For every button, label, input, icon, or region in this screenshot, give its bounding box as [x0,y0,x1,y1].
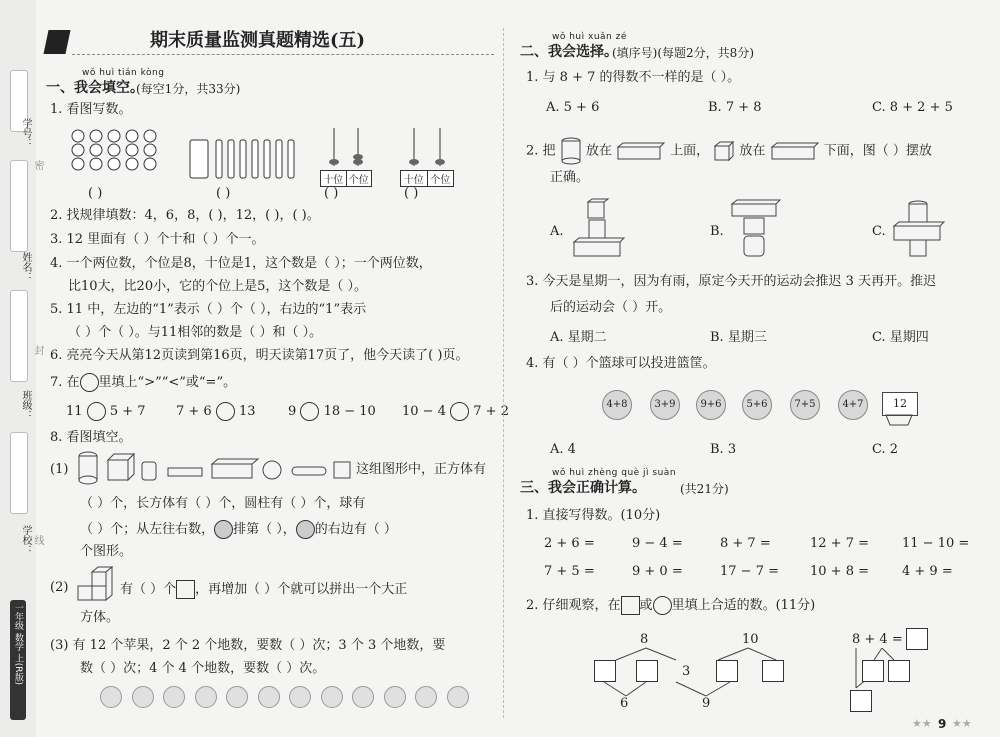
binding-margin [0,0,43,737]
q7-3-left: 9 [288,404,297,419]
school-box[interactable] [10,432,28,514]
book-tag-text: 一年级 数学 上(R版) [13,603,23,685]
stack-a-icon [572,198,628,260]
tree-bot-2: 9 [702,696,711,711]
q8-2-b: ，再增加（ ）个就可以拼出一个大正 [195,582,408,597]
apple-icon [289,686,311,708]
eq-answer-box[interactable] [906,628,928,650]
calc-2-4[interactable]: 10 + 8 = [810,564,869,579]
apple-icon [132,686,154,708]
q5-line1: 5. 11 中，左边的“1”表示（ ）个（ ），右边的“1”表示 [50,302,367,317]
c1-text: 1. 直接写得数。(10分) [526,508,661,523]
column-divider [503,28,504,718]
q7-prefix: 7. 在 [50,375,80,390]
q7-item-2 [176,402,256,421]
abacus-1-labels [320,170,372,187]
tens-label-2: 十位 [401,171,428,186]
q2-text: 2. 找规律填数：4，6，8，( )，12，( )，( )。 [50,208,320,223]
ones-label: 个位 [348,175,369,186]
q4-line2: 比10大，比20小，它的个位上是5，这个数是（ ）。 [68,279,367,294]
r-q1-text: 1. 与 8 + 7 的得数不一样的是（ ）。 [526,70,741,85]
c2-a: 2. 仔细观察，在 [526,598,621,613]
seal-mark-2: 封 [32,345,43,355]
q7-1-right: 5 + 7 [109,404,146,419]
cuboid-icon [616,141,666,161]
eq-text: 8 + 4 = [852,632,903,647]
apple-icon [100,686,122,708]
r-q2-a: 2. 把 [526,143,556,159]
basketball-4: 5+6 [742,390,772,420]
compare-circle-1[interactable] [87,402,106,421]
q7-2-left: 7 + 6 [176,404,212,419]
q7-4-right: 7 + 2 [473,404,509,419]
q7-3-right: 18 − 10 [323,404,376,419]
q1-blank-4[interactable]: ( ) [404,186,419,201]
apple-icon [258,686,280,708]
q8-1-line4: 个图形。 [80,544,133,559]
r-q3-opt-a[interactable]: A. 星期二 [550,330,607,345]
q8-1-label: (1) [50,462,69,477]
sticks-bundle [188,138,298,180]
page-title: 期末质量监测真题精选(五) [150,30,366,51]
q8-2-line1 [120,580,407,599]
ball-icon [214,520,233,539]
r-q4-opt-c[interactable]: C. 2 [872,442,899,457]
seal-mark-1: 密 [32,160,43,170]
class-box[interactable] [10,290,28,382]
square-icon [621,596,640,615]
calc-2-2[interactable]: 9 + 0 = [632,564,683,579]
title-marker [43,30,70,54]
student-id-label: 学号： [20,118,31,148]
q5-line2: （ ）个（ ）。与11相邻的数是（ ）和（ ）。 [68,325,323,340]
c2-c: 里填上合适的数。(11分) [671,598,816,613]
stick-icons [188,138,298,180]
r-q2-text [526,136,932,166]
tree-box-4[interactable] [762,660,784,682]
cubes-stack-icon [76,566,118,604]
tree-top-1: 8 [640,632,649,647]
hoop-board: 12 [882,392,918,416]
apple-icon [415,686,437,708]
tens-label: 十位 [321,171,347,186]
calc-1-3[interactable]: 8 + 7 = [720,536,771,551]
q4-line1: 4. 一个两位数，个位是8，十位是1，这个数是（ ）；一个两位数， [50,256,432,271]
circle-icon-2 [653,596,672,615]
q7-suffix: 里填上“>”“<”或“=”。 [98,375,237,390]
calc-1-5[interactable]: 11 − 10 = [902,536,970,551]
q8-1-line3 [80,520,397,539]
shapes-row [76,450,356,486]
class-label: 班级： [20,390,31,420]
calc-1-4[interactable]: 12 + 7 = [810,536,869,551]
tree-box-1[interactable] [594,660,616,682]
sec2-pinyin: wǒ huì xuǎn zé [552,32,627,42]
q8-2-label: (2) [50,580,69,595]
tree-top-2: 10 [742,632,759,647]
name-box[interactable] [10,160,28,252]
apple-icon [384,686,406,708]
r-q3-line1: 3. 今天是星期一，因为有雨，原定今天开的运动会推迟 3 天再开。推迟 [526,274,937,289]
r-q1-opt-c[interactable]: C. 8 + 2 + 5 [872,100,953,115]
q7-2-right: 13 [238,404,256,419]
r-q2-line2: 正确。 [550,170,590,185]
eq-split-box-3[interactable] [850,690,872,712]
q7-4-left: 10 − 4 [402,404,446,419]
sec1-pinyin: wǒ huì tián kòng [82,68,165,78]
r-q2-opt-a[interactable]: A. [550,224,564,239]
basketball-3: 9+6 [696,390,726,420]
r-q1-opt-a[interactable]: A. 5 + 6 [546,100,600,115]
sec3-pinyin: wǒ huì zhèng què jì suàn [552,468,677,478]
r-q3-opt-b[interactable]: B. 星期三 [710,330,767,345]
r-q3-opt-c[interactable]: C. 星期四 [872,330,929,345]
apple-icon [352,686,374,708]
c2-b: 或 [639,598,653,613]
apple-icon [447,686,469,708]
abacus-1-rods [320,126,372,166]
ones-label-2: 个位 [430,175,451,186]
q7-1-left: 11 [66,404,83,419]
r-q4-opt-a[interactable]: A. 4 [550,442,576,457]
cube-icon-2 [713,140,735,162]
basketball-5: 7+5 [790,390,820,420]
r-q4-opt-b[interactable]: B. 3 [710,442,737,457]
cube-icon [176,580,195,599]
calc-1-2[interactable]: 9 − 4 = [632,536,683,551]
stars-left-icon: ★★ [912,717,932,730]
r-q2-opt-b[interactable]: B. [710,224,724,239]
apple-icon [163,686,185,708]
q8-text: 8. 看图填空。 [50,430,132,445]
q7-item-4 [402,402,509,421]
q8-3-line1: (3) 有 12 个苹果，2 个 2 个地数，要数（ ）次；3 个 3 个地数，要 [50,638,446,653]
calc-2-5[interactable]: 4 + 9 = [902,564,953,579]
q8-3-line2: 数（ ）次；4 个 4 个地数，要数（ ）次。 [80,661,326,676]
eq-split-box-1[interactable] [862,660,884,682]
sheep-icons [70,128,162,172]
sec2-note: (填序号)(每题2分，共8分) [612,46,754,60]
abacus-2-rods [400,126,454,166]
sec3-note: (共21分) [680,482,729,496]
q8-2-a: 有（ ）个 [120,582,177,597]
eq-split-box-2[interactable] [888,660,910,682]
q7-text [50,373,236,392]
q1-text: 1. 看图写数。 [50,102,132,117]
q8-1-l3a: （ ）个；从左往右数， [80,522,215,537]
abacus-1 [320,126,372,184]
name-label: 姓名： [20,252,31,282]
q8-2-line2: 方体。 [80,610,120,625]
r-q3-line2: 后的运动会（ ）开。 [550,300,672,315]
r-q4-text: 4. 有（ ）个篮球可以投进篮筐。 [526,356,716,371]
c2-text [526,596,815,615]
book-tag [10,600,26,720]
sec1-title: 一、我会填空。 [46,80,144,96]
ball-icon-2 [296,520,315,539]
school-label: 学校： [20,525,31,555]
q7-item-1 [66,402,146,421]
stack-c-icon [892,198,948,260]
q7-item-3 [288,402,376,421]
r-q2-c: 上面， [670,143,710,159]
stars-right-icon: ★★ [952,717,972,730]
r-q2-e: 下面，图（ ）摆放 [823,143,932,159]
apple-icon [226,686,248,708]
cylinder-icon [560,136,582,166]
basketball-6: 4+7 [838,390,868,420]
sec1-note: (每空1分，共33分) [136,82,241,96]
q1-blank-3[interactable]: ( ) [324,186,339,201]
compare-circle-4[interactable] [450,402,469,421]
calc-1-1[interactable]: 2 + 6 = [544,536,595,551]
q1-blank-1[interactable]: ( ) [88,186,103,201]
q3-text: 3. 12 里面有（ ）个十和（ ）个一。 [50,232,265,247]
tree-mid: 3 [682,664,691,679]
r-q2-d: 放在 [739,143,766,159]
tree-bot-1: 6 [620,696,629,711]
stack-b-icon [730,198,786,260]
q8-1-line2: （ ）个，长方体有（ ）个，圆柱有（ ）个，球有 [80,496,366,511]
hoop-net-icon [884,414,914,426]
abacus-2-labels [400,170,454,187]
basketball-1: 4+8 [602,390,632,420]
q1-blank-2[interactable]: ( ) [216,186,231,201]
seal-mark-3: 线 [32,535,43,545]
sec2-title: 二、我会选择。 [520,44,618,60]
circle-icon [80,373,99,392]
basketball-2: 3+9 [650,390,680,420]
tree-box-3[interactable] [716,660,738,682]
calc-2-3[interactable]: 17 − 7 = [720,564,779,579]
q8-1-tail: 这组图形中，正方体有 [356,462,487,477]
q6-text: 6. 亮亮今天从第12页读到第16页，明天读第17页了，他今天读了( )页。 [50,348,469,363]
compare-circle-2[interactable] [216,402,235,421]
q8-1-l3c: 的右边有（ ） [314,522,397,537]
compare-circle-3[interactable] [300,402,319,421]
calc-2-1[interactable]: 7 + 5 = [544,564,595,579]
r-q2-opt-c[interactable]: C. [872,224,886,239]
apple-icon [321,686,343,708]
title-rule [72,54,494,55]
abacus-2 [400,126,454,184]
r-q1-opt-b[interactable]: B. 7 + 8 [708,100,762,115]
tree-box-2[interactable] [636,660,658,682]
sheep-group [70,128,162,172]
page-number: 9 [938,717,947,731]
cuboid-icon-2 [770,141,820,161]
r-q2-b: 放在 [585,143,612,159]
apple-icon [195,686,217,708]
q8-1-l3b: 排第（ ）， [233,522,296,537]
sec3-title: 三、我会正确计算。 [520,480,646,496]
